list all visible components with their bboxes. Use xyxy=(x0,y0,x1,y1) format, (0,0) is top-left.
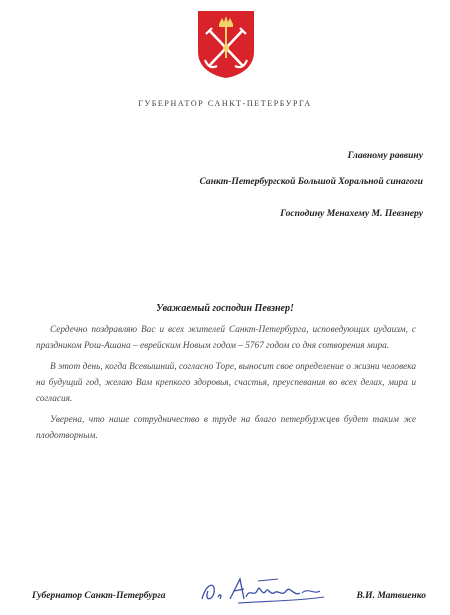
governor-header: ГУБЕРНАТОР САНКТ-ПЕТЕРБУРГА xyxy=(138,99,312,108)
addressee-organization: Санкт-Петербургской Большой Хоральной синагоги xyxy=(199,176,423,187)
signature-title: Губернатор Санкт-Петербурга xyxy=(32,591,166,601)
handwritten-signature xyxy=(198,573,328,607)
addressee-title: Главному раввину xyxy=(347,150,423,161)
coat-of-arms-icon xyxy=(195,8,257,80)
body-paragraph-2: В этот день, когда Всевышний, согласно Торе, выносит свое определение о жизни человека на будущий год, желаю Вам крепкого здоровья, счастья, преуспевания во всех делах, мира и согласия. xyxy=(36,362,416,404)
body-paragraph-1: Сердечно поздравляю Вас и всех жителей Санкт-Петербурга, исповедующих иудаизм, с праздником Рош-Ашана – еврейским Новым годом – 5767 годом со дня сотворения мира. xyxy=(36,325,416,351)
salutation: Уважаемый господин Певзнер! xyxy=(156,303,294,314)
signatory-name: В.И. Матвиенко xyxy=(356,591,426,601)
body-paragraph-3: Уверена, что наше сотрудничество в труде на благо петербуржцев будет таким же плодотворным. xyxy=(36,415,416,441)
letter-body xyxy=(36,322,416,449)
addressee-name: Господину Менахему М. Певзнеру xyxy=(280,208,423,219)
